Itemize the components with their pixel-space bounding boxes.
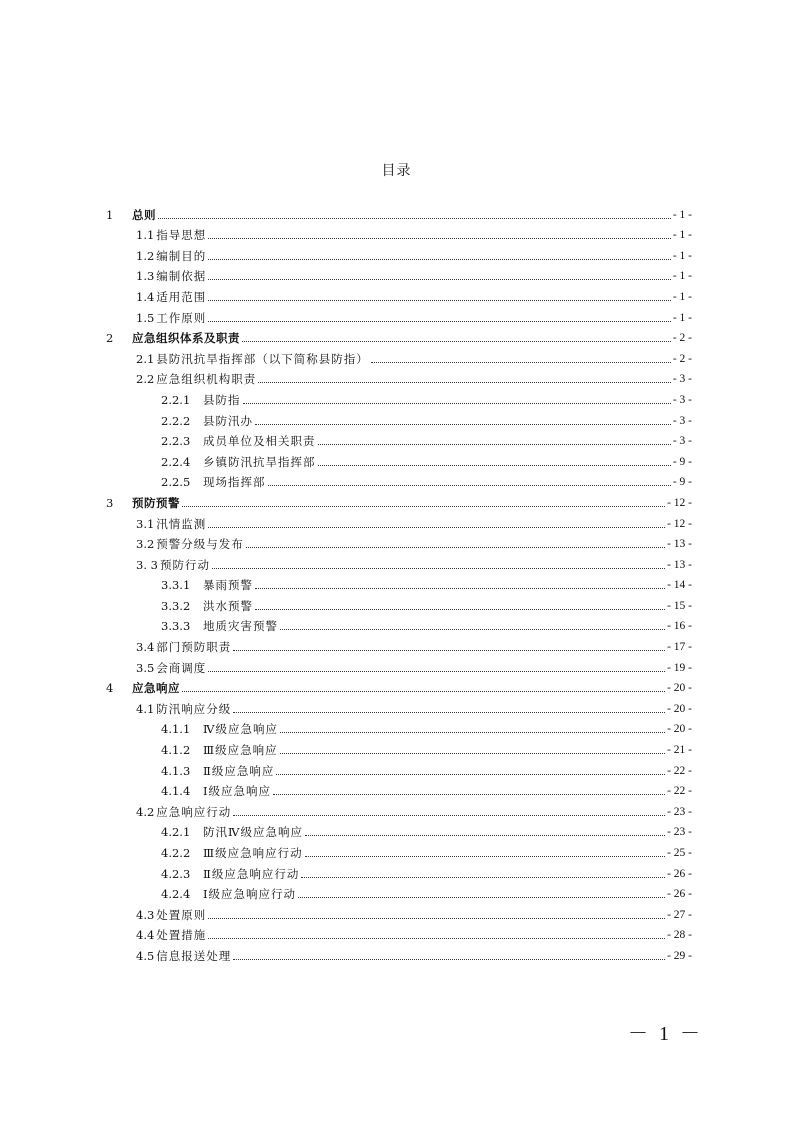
toc-entry-number: 4.1.2	[161, 743, 191, 758]
toc-entry-page: - 13 -	[667, 558, 692, 571]
toc-entry-number: 2.1	[136, 351, 155, 366]
toc-entry-page: - 22 -	[667, 764, 692, 777]
toc-leader-dots	[233, 814, 665, 816]
toc-leader-dots	[208, 526, 665, 528]
toc-entry[interactable]	[100, 284, 692, 305]
toc-leader-dots	[318, 443, 671, 445]
toc-leader-dots	[255, 423, 671, 425]
toc-entry-page: - 25 -	[667, 847, 692, 859]
toc-leader-dots	[158, 217, 671, 219]
toc-entry[interactable]	[100, 696, 692, 717]
toc-entry-page: - 1 -	[672, 208, 692, 221]
toc-title: 目录	[381, 163, 412, 179]
toc-entry-page: - 12 -	[667, 496, 692, 509]
toc-entry-number: 3.4	[136, 640, 155, 655]
toc-entry-number: 4.2.2	[161, 846, 191, 860]
toc-entry[interactable]	[100, 943, 692, 964]
toc-entry[interactable]	[100, 820, 692, 841]
toc-entry-label: 县防指	[203, 392, 241, 407]
toc-entry[interactable]	[100, 552, 692, 573]
toc-entry[interactable]	[100, 346, 692, 367]
toc-entry-label: 应急组织机构职责	[156, 372, 257, 387]
toc-entry-page: - 1 -	[672, 270, 692, 283]
toc-entry-label: 防汛Ⅳ级应急响应	[203, 825, 303, 840]
toc-entry[interactable]	[100, 367, 692, 388]
toc-entry-label: 县防汛办	[203, 413, 253, 428]
toc-entry-label: Ⅱ级应急响应行动	[203, 866, 300, 881]
toc-entry-label: 预警分级与发布	[156, 537, 244, 552]
toc-leader-dots	[273, 793, 665, 795]
toc-entry-page: - 13 -	[667, 538, 692, 551]
toc-leader-dots	[305, 855, 665, 857]
toc-entry-label: 应急响应行动	[156, 804, 232, 819]
toc-entry[interactable]	[100, 429, 692, 450]
toc-entry-label: 县防汛抗旱指挥部（以下简称县防指）	[156, 351, 369, 366]
toc-entry-number: 4.3	[136, 907, 155, 922]
toc-entry[interactable]	[100, 573, 692, 594]
toc-entry-number: 2	[106, 331, 114, 346]
toc-entry-label: 编制依据	[156, 269, 207, 284]
toc-entry-number: 3. 3	[136, 557, 158, 572]
toc-entry[interactable]	[100, 840, 692, 861]
toc-entry-page: - 3 -	[672, 414, 692, 427]
toc-entry-label: 总则	[132, 207, 156, 222]
toc-leader-dots	[233, 649, 665, 651]
toc-entry-page: - 1 -	[672, 229, 692, 242]
toc-entry-page: - 29 -	[667, 949, 692, 962]
toc-entry-number: 4.5	[136, 948, 155, 963]
toc-entry-page: - 21 -	[667, 744, 692, 757]
toc-entry-label: 处置措施	[156, 928, 207, 943]
toc-entry-number: 4.2	[136, 804, 155, 819]
toc-entry[interactable]	[100, 490, 692, 511]
toc-entry-number: 3.3.2	[161, 598, 191, 613]
toc-entry-label: Ⅰ级应急响应行动	[203, 887, 297, 902]
toc-entry[interactable]	[100, 264, 692, 285]
toc-entry-page: - 1 -	[672, 249, 692, 262]
toc-entry-number: 4.2.3	[161, 866, 191, 881]
toc-entry-label: 汛情监测	[156, 516, 207, 531]
toc-entry[interactable]	[100, 676, 692, 697]
toc-leader-dots	[280, 731, 665, 733]
toc-entry[interactable]	[100, 737, 692, 758]
toc-entry-page: - 2 -	[672, 352, 692, 365]
toc-entry-label: 成员单位及相关职责	[203, 434, 316, 449]
toc-entry-label: 编制目的	[156, 248, 207, 263]
toc-leader-dots	[212, 567, 665, 569]
toc-entry-number: 4.2.1	[161, 825, 191, 840]
toc-entry[interactable]	[100, 634, 692, 655]
toc-entry-page: - 15 -	[667, 599, 692, 612]
toc-leader-dots	[233, 711, 665, 713]
toc-entry-label: 现场指挥部	[203, 475, 266, 490]
toc-entry-number: 1.1	[136, 228, 155, 243]
toc-leader-dots	[318, 464, 671, 466]
toc-entry-number: 2.2.3	[161, 434, 191, 449]
toc-entry-label: 暴雨预警	[203, 578, 253, 593]
toc-entry-page: - 3 -	[672, 435, 692, 448]
toc-entry-number: 4.4	[136, 928, 155, 943]
toc-entry-number: 3.3.3	[161, 619, 191, 634]
toc-entry-number: 2.2.5	[161, 475, 191, 490]
toc-entry-label: 应急响应	[132, 681, 180, 696]
toc-entry-number: 4.1.4	[161, 784, 191, 799]
toc-entry-number: 2.2.4	[161, 454, 191, 469]
toc-entry-page: - 12 -	[667, 517, 692, 530]
toc-entry-number: 1	[106, 207, 114, 222]
toc-entry-label: 防汛响应分级	[156, 701, 232, 716]
toc-leader-dots	[268, 484, 671, 486]
toc-entry[interactable]	[100, 614, 692, 635]
toc-entry[interactable]	[100, 758, 692, 779]
toc-entry-page: - 16 -	[667, 620, 692, 633]
toc-entry-number: 2.2.2	[161, 413, 191, 428]
toc-entry-page: - 20 -	[667, 682, 692, 695]
toc-entry-label: 预防行动	[159, 557, 210, 572]
toc-entry[interactable]	[100, 655, 692, 676]
toc-entry-page: - 9 -	[672, 455, 692, 468]
toc-entry-page: - 19 -	[667, 661, 692, 674]
toc-entry-page: - 22 -	[667, 785, 692, 798]
toc-leader-dots	[208, 258, 671, 260]
toc-entry-number: 4.2.4	[161, 887, 191, 902]
toc-entry-label: 应急组织体系及职责	[132, 331, 240, 346]
toc-entry[interactable]	[100, 449, 692, 470]
toc-entry-page: - 20 -	[667, 723, 692, 736]
toc-entry-label: 适用范围	[156, 289, 207, 304]
toc-entry[interactable]	[100, 593, 692, 614]
toc-entry-label: 洪水预警	[203, 598, 253, 613]
toc-leader-dots	[255, 608, 665, 610]
toc-entry[interactable]	[100, 882, 692, 903]
toc-entry-page: - 26 -	[667, 867, 692, 880]
toc-entry[interactable]	[100, 779, 692, 800]
toc-entry-page: - 23 -	[667, 826, 692, 839]
toc-leader-dots	[242, 340, 671, 342]
toc-leader-dots	[255, 587, 665, 589]
toc-entry[interactable]	[100, 223, 692, 244]
toc-entry-label: 部门预防职责	[156, 640, 232, 655]
toc-leader-dots	[243, 402, 671, 404]
toc-entry-page: - 26 -	[667, 888, 692, 901]
toc-entry-label: Ⅲ级应急响应	[203, 743, 278, 758]
toc-entry-number: 1.3	[136, 269, 155, 284]
toc-entry-page: - 27 -	[667, 908, 692, 921]
toc-entry[interactable]	[100, 923, 692, 944]
toc-leader-dots	[371, 361, 671, 363]
toc-leader-dots	[208, 237, 671, 239]
toc-entry-page: - 3 -	[672, 373, 692, 386]
toc-entry[interactable]	[100, 861, 692, 882]
toc-entry[interactable]	[100, 532, 692, 553]
toc-entry-label: 处置原则	[156, 907, 207, 922]
toc-entry-page: - 1 -	[672, 290, 692, 303]
toc-entry-page: - 23 -	[667, 805, 692, 818]
toc-leader-dots	[208, 299, 671, 301]
toc-entry-page: - 14 -	[667, 579, 692, 592]
toc-entry[interactable]	[100, 202, 692, 223]
toc-entry-page: - 9 -	[672, 476, 692, 489]
toc-entry[interactable]	[100, 243, 692, 264]
toc-entry[interactable]	[100, 387, 692, 408]
toc-leader-dots	[182, 690, 665, 692]
toc-entry-label: 信息报送处理	[156, 948, 232, 963]
toc-entry[interactable]	[100, 511, 692, 532]
toc-leader-dots	[208, 320, 671, 322]
toc-leader-dots	[233, 958, 665, 960]
toc-entry-number: 2.2	[136, 372, 155, 387]
toc-leader-dots	[182, 505, 665, 507]
toc-entry-label: Ⅱ级应急响应	[203, 763, 275, 778]
toc-entry-number: 4.1.1	[161, 722, 191, 737]
toc-entry-page: - 17 -	[667, 641, 692, 654]
toc-leader-dots	[208, 278, 671, 280]
toc-entry-page: - 2 -	[672, 332, 692, 345]
toc-entry-number: 1.4	[136, 289, 155, 304]
toc-entry-label: 指导思想	[156, 228, 207, 243]
toc-leader-dots	[305, 834, 665, 836]
toc-entry-number: 1.2	[136, 248, 155, 263]
toc-leader-dots	[280, 628, 665, 630]
toc-entry-label: Ⅳ级应急响应	[203, 722, 278, 737]
toc-entry-label: 工作原则	[156, 310, 207, 325]
toc-entry-label: 预防预警	[132, 495, 180, 510]
toc-entry-number: 4.1.3	[161, 763, 191, 778]
toc-entry-number: 3.1	[136, 516, 155, 531]
toc-leader-dots	[301, 876, 665, 878]
toc-entry-number: 1.5	[136, 310, 155, 325]
toc-entry[interactable]	[100, 408, 692, 429]
toc-entry-number: 4.1	[136, 701, 155, 716]
toc-entry-number: 4	[106, 681, 114, 696]
toc-entry[interactable]	[100, 902, 692, 923]
toc-leader-dots	[276, 773, 665, 775]
toc-entry[interactable]	[100, 305, 692, 326]
table-of-contents	[100, 202, 692, 964]
toc-entry-number: 2.2.1	[161, 392, 191, 407]
toc-entry-number: 3	[106, 495, 114, 510]
toc-entry-label: 地质灾害预警	[203, 619, 278, 634]
toc-entry-label: Ⅰ级应急响应	[203, 784, 272, 799]
toc-entry-label: 乡镇防汛抗旱指挥部	[203, 454, 316, 469]
toc-entry-page: - 20 -	[667, 702, 692, 715]
toc-entry-page: - 3 -	[672, 393, 692, 406]
page-number: － 1 －	[628, 1023, 703, 1045]
toc-leader-dots	[208, 917, 665, 919]
toc-entry[interactable]	[100, 326, 692, 347]
toc-leader-dots	[280, 752, 665, 754]
toc-leader-dots	[258, 381, 671, 383]
toc-entry-number: 3.2	[136, 537, 155, 552]
toc-leader-dots	[208, 670, 665, 672]
toc-entry[interactable]	[100, 470, 692, 491]
toc-entry-label: Ⅲ级应急响应行动	[203, 846, 303, 860]
toc-entry-page: - 28 -	[667, 929, 692, 942]
toc-leader-dots	[246, 546, 665, 548]
toc-entry-number: 3.5	[136, 660, 155, 675]
toc-leader-dots	[298, 896, 665, 898]
toc-entry-number: 3.3.1	[161, 578, 191, 593]
toc-entry[interactable]	[100, 717, 692, 738]
toc-leader-dots	[208, 937, 665, 939]
toc-entry[interactable]	[100, 799, 692, 820]
toc-entry-label: 会商调度	[156, 660, 207, 675]
toc-entry-page: - 1 -	[672, 311, 692, 324]
